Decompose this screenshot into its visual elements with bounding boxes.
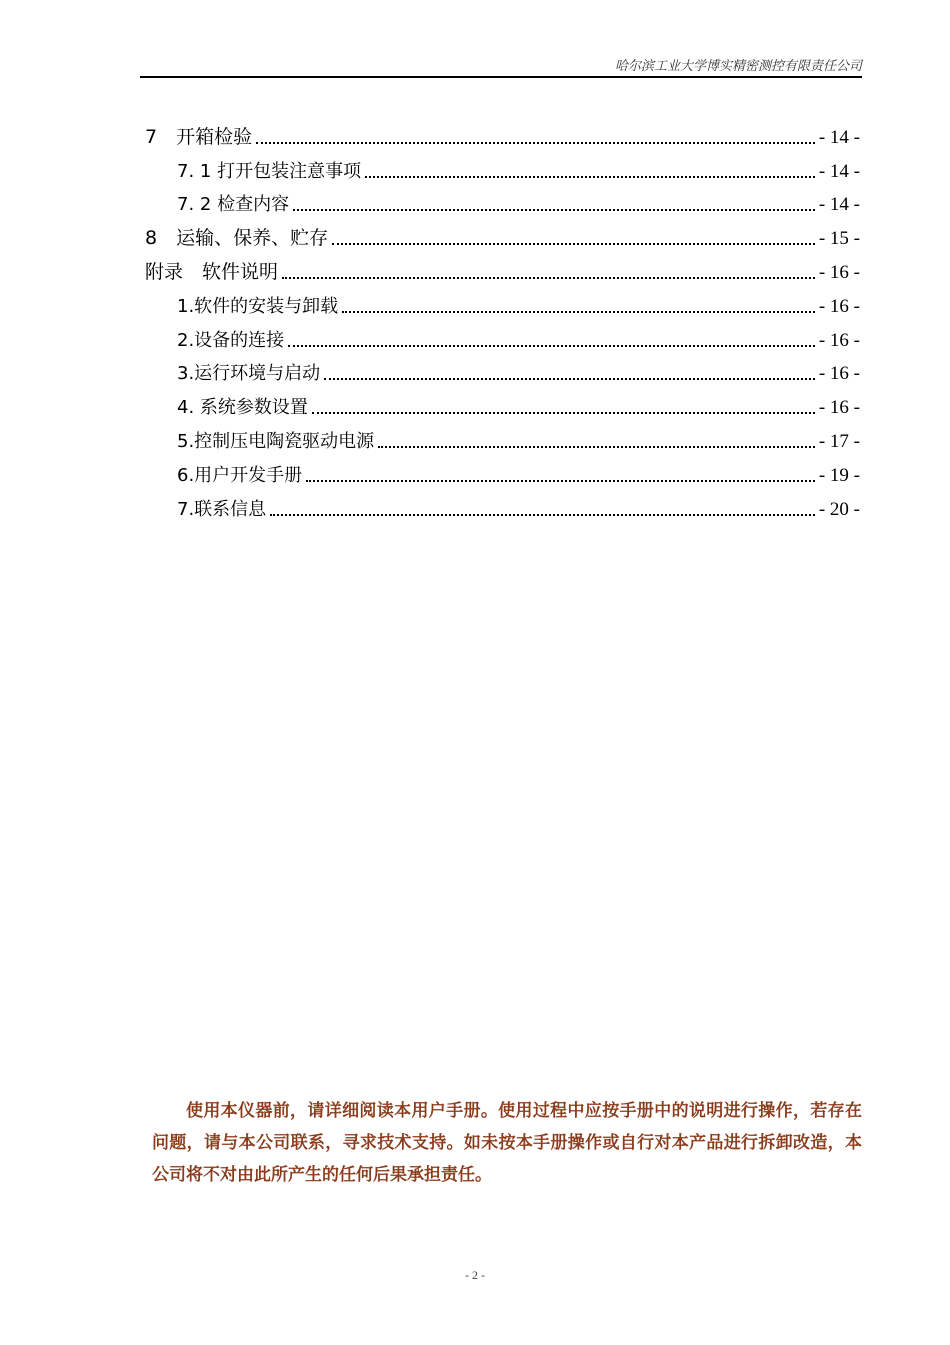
toc-entry[interactable]: [145, 487, 860, 521]
toc-leader-dots: [306, 479, 815, 482]
toc-leader-dots: [256, 141, 815, 144]
toc-entry[interactable]: [145, 216, 860, 250]
toc-leader-dots: [282, 276, 815, 279]
toc-entry[interactable]: [145, 183, 860, 217]
toc-entry[interactable]: [145, 250, 860, 284]
toc-leader-dots: [270, 513, 815, 516]
toc-entry-title: 7. 1 打开包装注意事项: [177, 160, 362, 182]
toc-leader-dots: [365, 175, 815, 178]
toc-entry-title: 7. 2 检查内容: [177, 194, 290, 216]
toc-entry[interactable]: [145, 419, 860, 453]
toc-leader-dots: [312, 411, 815, 414]
toc-entry-title: 1.软件的安装与卸载: [177, 295, 339, 317]
toc-leader-dots: [293, 208, 815, 211]
toc-entry[interactable]: [145, 453, 860, 487]
toc-entry-page: - 19 -: [818, 464, 860, 486]
toc-entry[interactable]: [145, 385, 860, 419]
toc-entry-page: - 14 -: [818, 194, 860, 216]
header-divider: [140, 76, 862, 78]
toc-entry-page: - 14 -: [818, 160, 860, 182]
page-header-company: 哈尔滨工业大学博实精密测控有限责任公司: [614, 59, 862, 74]
toc-entry[interactable]: [145, 318, 860, 352]
toc-entry-title: 3.运行环境与启动: [177, 363, 321, 385]
toc-leader-dots: [288, 344, 815, 347]
page-number: - 2 -: [465, 1268, 485, 1282]
toc-entry-page: - 16 -: [818, 363, 860, 385]
toc-entry-page: - 16 -: [818, 329, 860, 351]
toc-entry-title: 4. 系统参数设置: [177, 397, 308, 419]
usage-notice: 使用本仪器前，请详细阅读本用户手册。使用过程中应按手册中的说明进行操作，若存在问题，请与本公司联系，寻求技术支持。如未按本手册操作或自行对本产品进行拆卸改造，本公司将不对由此所产生的任何后果承担责任。: [152, 1101, 862, 1185]
toc-entry-page: - 15 -: [818, 228, 860, 250]
toc-entry[interactable]: [145, 284, 860, 318]
toc-leader-dots: [324, 377, 815, 380]
toc-entry-page: - 16 -: [818, 295, 860, 317]
toc-entry-title: 7.联系信息: [177, 498, 267, 520]
toc-entry-page: - 20 -: [818, 498, 860, 520]
toc-leader-dots: [332, 242, 815, 245]
toc-entry-title: 5.控制压电陶瓷驱动电源: [177, 430, 375, 452]
toc-entry-page: - 14 -: [818, 126, 860, 148]
toc-entry[interactable]: [145, 149, 860, 183]
toc-leader-dots: [342, 310, 815, 313]
toc-entry-page: - 17 -: [818, 430, 860, 452]
toc-entry-page: - 16 -: [818, 261, 860, 283]
table-of-contents: [145, 115, 860, 521]
toc-entry-title: 8 运输、保养、贮存: [145, 227, 329, 250]
toc-leader-dots: [378, 445, 815, 448]
toc-entry-title: 6.用户开发手册: [177, 464, 303, 486]
toc-entry-page: - 16 -: [818, 397, 860, 419]
toc-entry[interactable]: [145, 115, 860, 149]
toc-entry-title: 7 开箱检验: [145, 125, 253, 148]
toc-entry-title: 附录 软件说明: [145, 260, 279, 283]
toc-entry[interactable]: [145, 352, 860, 386]
toc-entry-title: 2.设备的连接: [177, 329, 285, 351]
